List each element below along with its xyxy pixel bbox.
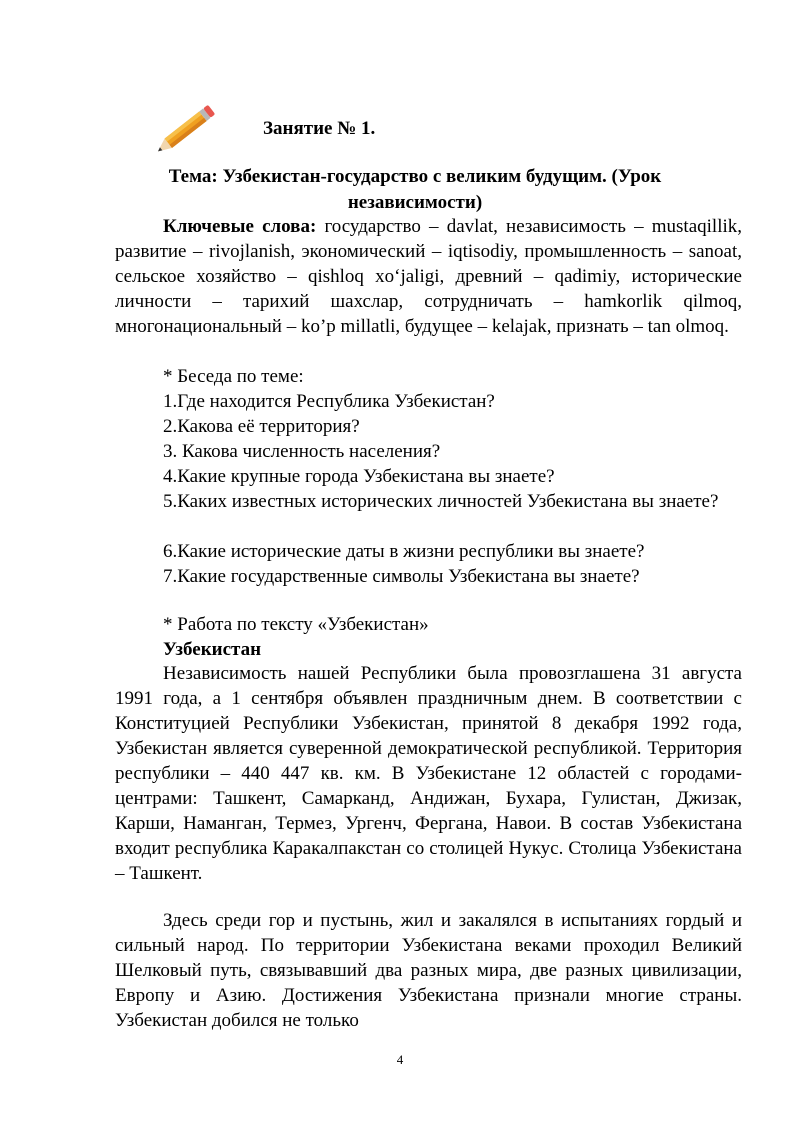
- keywords-text: государство – davlat, независимость – mustaqillik, развитие – rivojlanish, экономический – iqtisodiy, промышленность – sanoat, сельское хозяйство – qishloq xo‘jaligi, древний – qadimiy, исторические личности – тарихий шахслар, сотрудничать – hamkorlik qilmoq, многонациональный – ko’p millatli, будущее – kelajak, признать – tan olmoq.: [115, 216, 742, 337]
- topic-line-2: независимости): [347, 192, 483, 213]
- text-paragraph-2: Здесь среди гор и пустынь, жил и закалялся в испытаниях гордый и сильный народ. По территории Узбекистана веками проходил Великий Шелковый путь, связывавший два разных мира, две разных цивилизации, Европу и Азию. Достижения Узбекистана признали многие страны. Узбекистан добился не только: [115, 910, 742, 1031]
- text-work-heading: * Работа по тексту «Узбекистан»: [163, 614, 429, 635]
- pencil-icon: [148, 98, 220, 164]
- question-5: 5.Каких известных исторических личностей Узбекистана вы знаете?: [163, 491, 719, 512]
- text-title: Узбекистан: [163, 639, 262, 660]
- question-4: 4.Какие крупные города Узбекистана вы знаете?: [163, 466, 555, 487]
- question-7: 7.Какие государственные символы Узбекистана вы знаете?: [163, 566, 640, 587]
- keywords-label: Ключевые слова:: [163, 216, 317, 237]
- page-number: 4: [396, 1052, 404, 1067]
- keywords-paragraph: [115, 214, 742, 339]
- question-3: 3. Какова численность населения?: [163, 441, 441, 462]
- lesson-title: Занятие № 1.: [263, 118, 376, 139]
- topic-line-1: Тема: Узбекистан-государство с великим будущим. (Урок: [168, 166, 662, 187]
- question-2: 2.Какова её территория?: [163, 416, 360, 437]
- conversation-heading: * Беседа по теме:: [163, 366, 304, 387]
- question-1: 1.Где находится Республика Узбекистан?: [163, 391, 495, 412]
- question-6: 6.Какие исторические даты в жизни республики вы знаете?: [163, 541, 645, 562]
- topic-heading: [115, 164, 715, 216]
- text-paragraph-1: Независимость нашей Республики была провозглашена 31 августа 1991 года, а 1 сентября объявлен праздничным днем. В соответствии с Конституцией Республики Узбекистан, принятой 8 декабря 1992 года, Узбекистан является суверенной демократической республикой. Территория республики – 440 447 кв. км. В Узбекистане 12 областей с городами-центрами: Ташкент, Самарканд, Андижан, Бухара, Гулистан, Джизак, Карши, Наманган, Термез, Ургенч, Фергана, Навои. В состав Узбекистана входит республика Каракалпакстан со столицей Нукус. Столица Узбекистана – Ташкент.: [115, 663, 742, 884]
